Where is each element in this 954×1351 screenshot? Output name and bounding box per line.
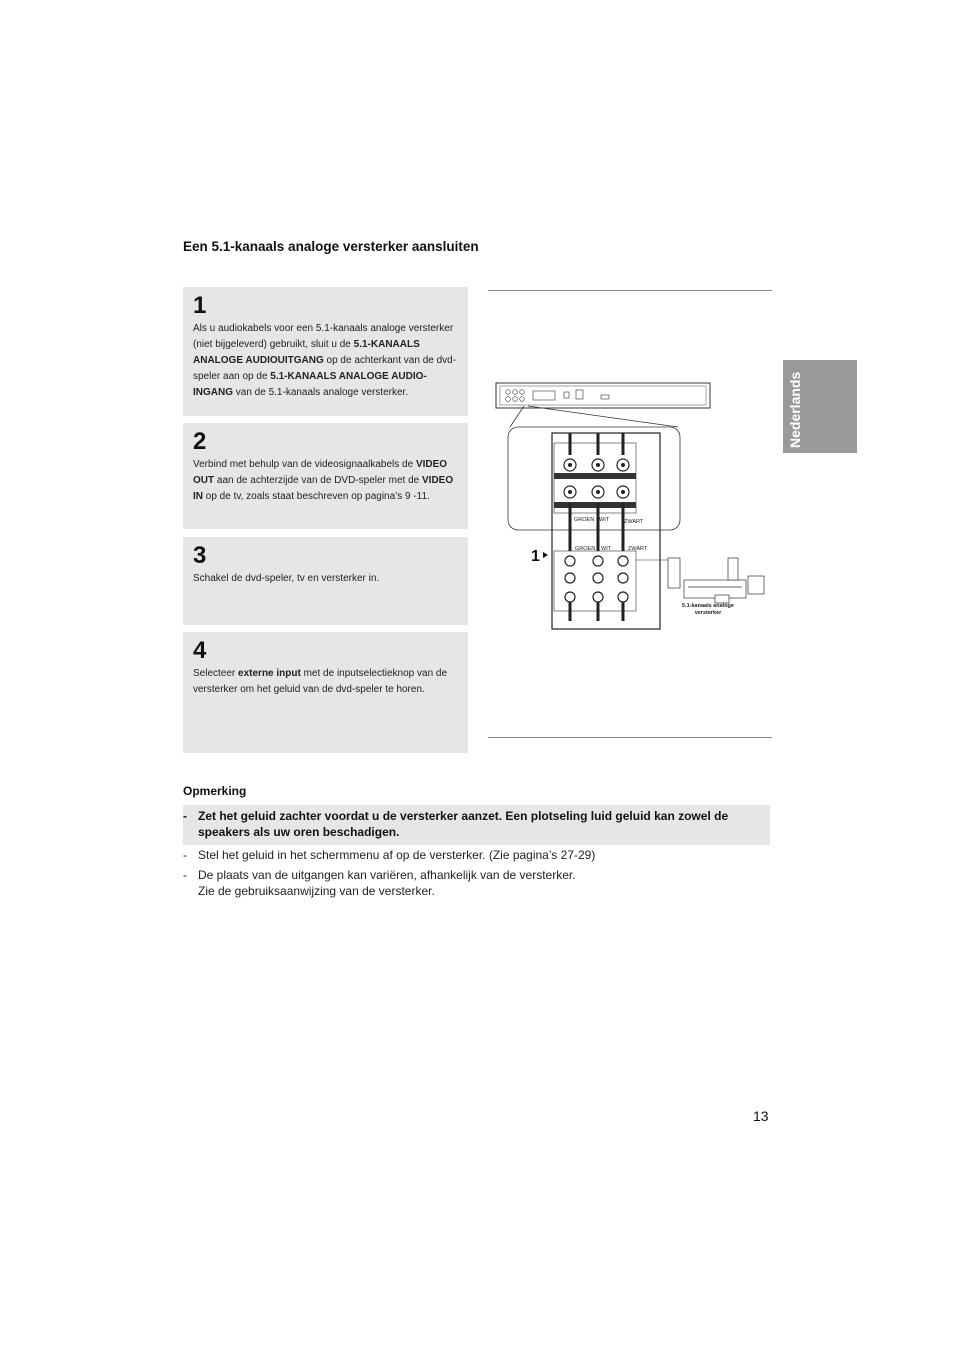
step-text [193, 666, 458, 698]
step-number: 2 [193, 428, 207, 455]
step-text-run: op de achterkant van de dvd-speler aan op de [193, 355, 457, 382]
step-4-panel [183, 632, 468, 753]
step-text-run: Als u audiokabels voor een 5.1-kanaals analoge versterker (niet bijgeleverd) gebruikt, sluit u de [193, 323, 454, 350]
note-item-screen-menu [183, 847, 768, 863]
label-zwart-bottom: ZWART [628, 546, 648, 552]
note-text: Zet het geluid zachter voordat u de versterker aanzet. Een plotseling luid geluid kan zowel de speakers als uw oren beschadigen. [198, 809, 729, 839]
step-1-panel [183, 287, 468, 416]
step-3-panel [183, 537, 468, 625]
step-text-run: met de inputselectieknop van de versterker om het geluid van de dvd-speler te horen. [193, 668, 448, 695]
step-text-emphasis: VIDEO IN [193, 475, 454, 502]
step-text-run: op de tv, zoals staat beschreven op pagina’s 9 -11. [203, 491, 430, 502]
label-wit-top: WIT [599, 517, 610, 523]
page-number: 13 [753, 1108, 769, 1124]
diagram-bottom-rule [488, 737, 772, 738]
connection-diagram [488, 375, 778, 635]
note-dash: - [183, 848, 187, 862]
amp-label-line1: 5.1-kanaals analoge [682, 603, 734, 609]
step-text-run: Verbind met behulp van de videosignaalkabels de [193, 459, 416, 470]
step-number: 1 [193, 292, 207, 319]
diagram-top-rule [488, 290, 772, 291]
step-number: 4 [193, 637, 207, 664]
step-marker: 1 [531, 548, 540, 565]
step-text-emphasis: 5.1-KANAALS ANALOGE AUDIOUITGANG [193, 339, 420, 366]
step-number: 3 [193, 542, 207, 569]
label-zwart-top: ZWART [624, 519, 644, 525]
language-tab-label: Nederlands [787, 371, 803, 448]
step-text [193, 571, 458, 587]
step-text-emphasis: VIDEO OUT [193, 459, 448, 486]
step-text-run: Schakel de dvd-speler, tv en versterker in. [193, 573, 380, 584]
dvd-player-rear-panel-illustration [496, 383, 710, 408]
note-item-output-location [183, 867, 768, 899]
note-text: Stel het geluid in het schermmenu af op de versterker. (Zie pagina’s 27-29) [198, 848, 596, 862]
label-groen-top: GROEN [574, 517, 595, 523]
amp-label-line2: versterker [694, 610, 722, 616]
note-text: De plaats van de uitgangen kan variëren, afhankelijk van de versterker. [198, 868, 576, 882]
step-text-run: Selecteer [193, 668, 239, 679]
step-text-emphasis: externe input [238, 668, 301, 679]
label-wit-bottom: WIT [601, 546, 612, 552]
page-title: Een 5.1-kanaals analoge versterker aansluiten [183, 239, 479, 254]
step-text [193, 321, 458, 401]
step-text [193, 457, 458, 505]
language-side-tab [783, 360, 857, 453]
amplifier-illustration [668, 558, 764, 603]
step-marker-arrow [543, 552, 548, 558]
label-groen-bottom: GROEN [575, 546, 596, 552]
note-text-line2: Zie de gebruiksaanwijzing van de versterker. [198, 884, 435, 898]
step-text-emphasis: 5.1-KANAALS ANALOGE AUDIO-INGANG [193, 371, 427, 398]
step-text-run: aan de achterzijde van de DVD-speler met de [214, 475, 422, 486]
note-item-warning [183, 808, 768, 840]
note-heading: Opmerking [183, 784, 247, 798]
step-2-panel [183, 423, 468, 529]
step-text-run: van de 5.1-kanaals analoge versterker. [233, 387, 409, 398]
note-dash: - [183, 868, 187, 882]
note-dash: - [183, 809, 187, 823]
